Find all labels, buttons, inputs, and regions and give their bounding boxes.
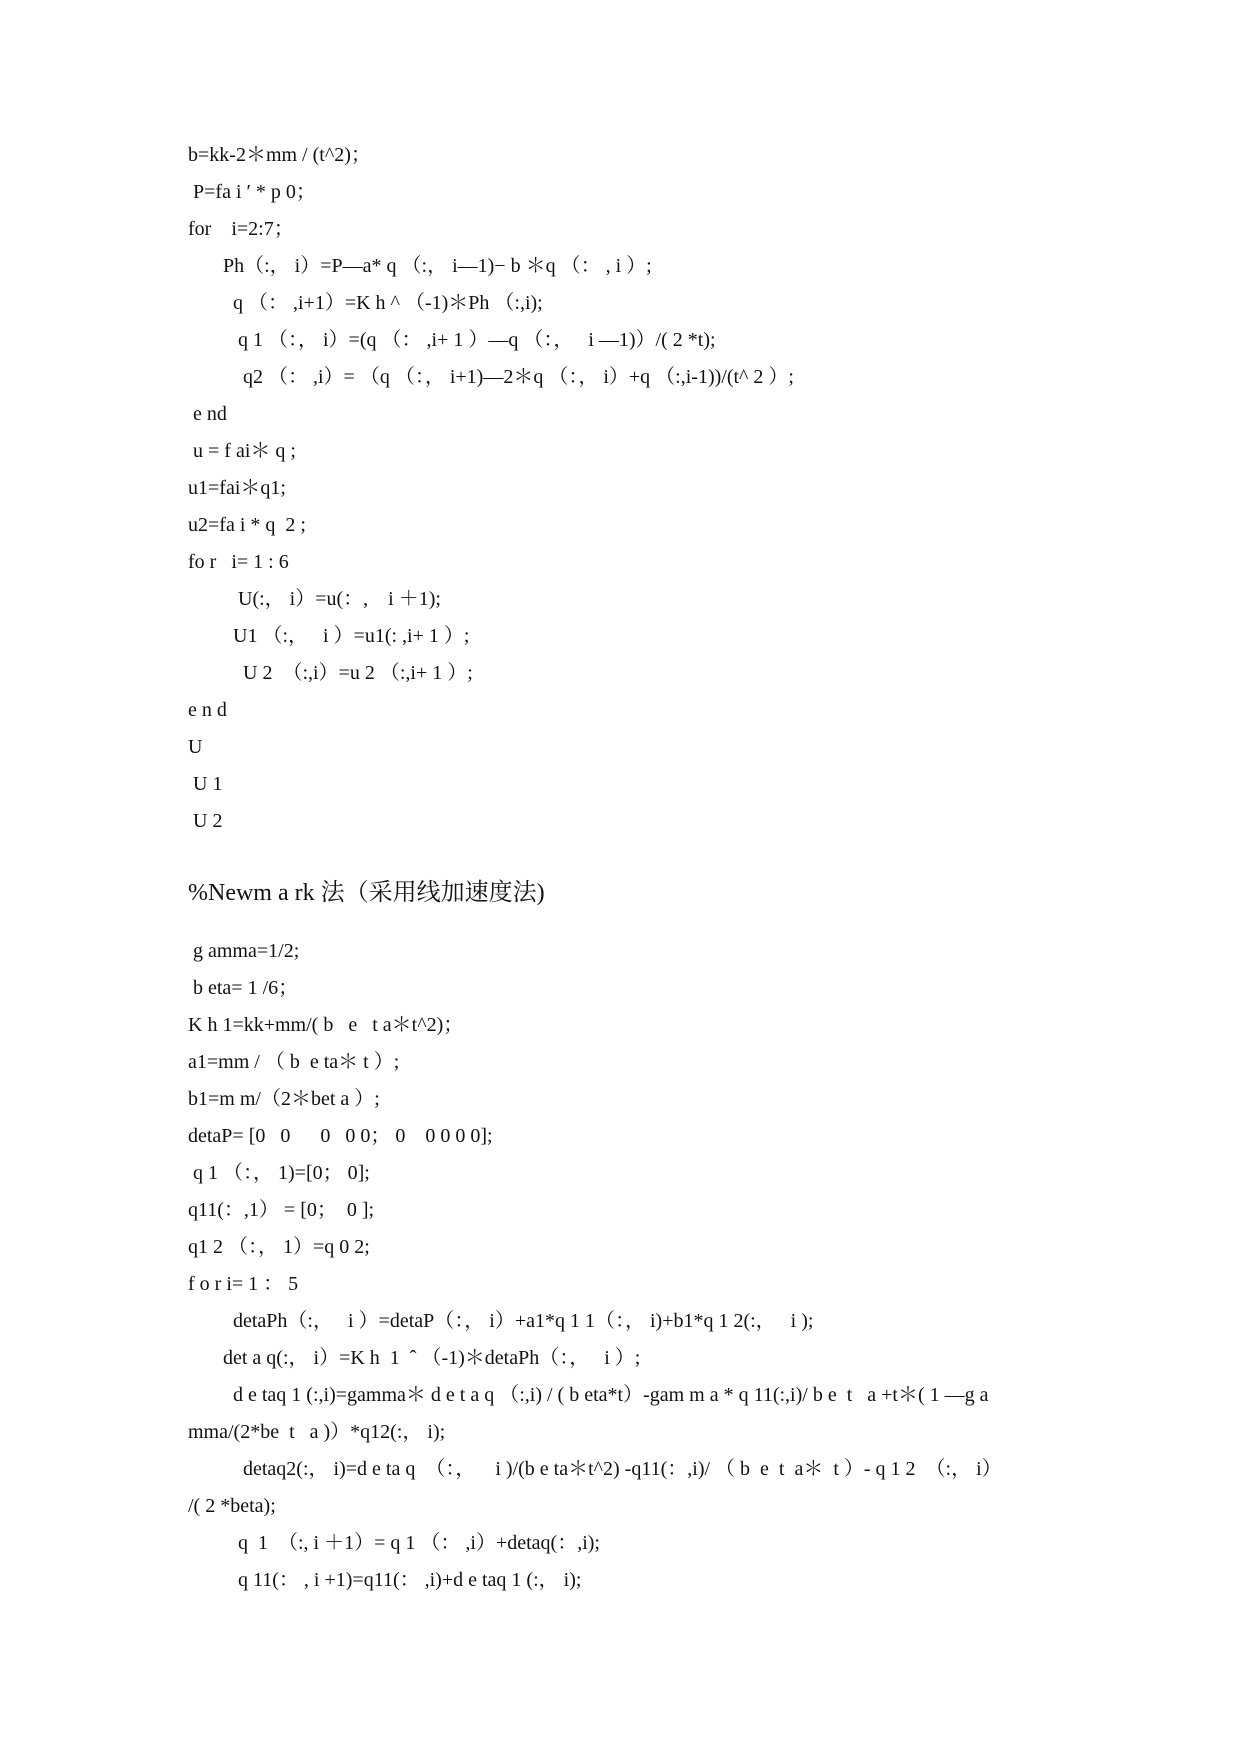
- section-heading: %Newm a rk 法（采用线加速度法): [188, 880, 545, 906]
- code-line-11: u2=fa i * q 2 ;: [188, 514, 306, 536]
- code-line-30: detaPh（:， i ）=detaP（：， i）+a1*q 1 1（：， i)+b1*q 1 2(:， i );: [188, 1310, 814, 1332]
- code-line-8: e nd: [188, 403, 227, 425]
- code-line-2: P=fa i ′ * p 0；: [188, 181, 316, 203]
- code-line-22: K h 1=kk+mm/( b e t a＊t^2)；: [188, 1014, 464, 1036]
- code-line-17: U: [188, 736, 203, 758]
- code-line-18: U 1: [188, 773, 223, 795]
- code-line-36: q 1 （:, i ＋1）= q 1 （： ,i）+detaq(：,i);: [188, 1532, 600, 1554]
- code-line-31: det a q(:， i）=K h 1 ˆ （-1)＊detaPh（：， i ）;: [188, 1347, 641, 1369]
- code-line-23: a1=mm / （ b e ta＊ t ）;: [188, 1051, 400, 1073]
- code-line-9: u = f ai＊ q ;: [188, 440, 296, 462]
- code-line-27: q11(：,1） = [0； 0 ];: [188, 1199, 375, 1221]
- code-line-19: U 2: [188, 810, 223, 832]
- code-line-5: q （： ,i+1）=K h ^ （-1)＊Ph （:,i);: [188, 292, 543, 314]
- code-line-7: q2 （： ,i）= （q （：， i+1)—2＊q （：， i）+q （:,i-1))/(t^ 2 ）;: [188, 366, 794, 388]
- code-line-14: U1 （:， i ）=u1(: ,i+ 1 ）;: [188, 625, 470, 647]
- code-line-28: q1 2 （：， 1）=q 0 2;: [188, 1236, 370, 1258]
- code-line-20: g amma=1/2;: [188, 940, 300, 962]
- code-line-37: q 11(： , i +1)=q11(： ,i)+d e taq 1 (:， i);: [188, 1569, 582, 1591]
- code-line-3: for i=2:7；: [188, 218, 294, 240]
- code-line-12: fo r i= 1 : 6: [188, 551, 289, 573]
- code-line-33: mma/(2*be t a )）*q12(:， i);: [188, 1421, 446, 1443]
- code-line-29: f o r i= 1 ： 5: [188, 1273, 299, 1295]
- code-line-10: u1=fai＊q1;: [188, 477, 286, 499]
- code-line-4: Ph（:， i）=P—a* q （:， i—1)− b ＊q （： , i ）;: [188, 255, 652, 277]
- code-line-25: detaP= [0 0 0 0 0； 0 0 0 0 0];: [188, 1125, 493, 1147]
- code-line-32: d e taq 1 (:,i)=gamma＊ d e t a q （:,i) / ( b eta*t）-gam m a * q 11(:,i)/ b e t a +t＊( 1 —g a: [188, 1384, 989, 1406]
- code-line-34: detaq2(:， i)=d e ta q （：， i )/(b e ta＊t^2) -q11(：,i)/ （ b e t a＊ t ）- q 1 2 （:， i）: [188, 1458, 1002, 1480]
- code-line-13: U(:， i）=u(：, i ＋1);: [188, 588, 441, 610]
- code-line-6: q 1 （：， i）=(q （： ,i+ 1 ）—q （：， i —1)）/( 2 *t);: [188, 329, 716, 351]
- code-line-1: b=kk-2＊mm / (t^2)；: [188, 144, 371, 166]
- code-line-35: /( 2 *beta);: [188, 1495, 276, 1517]
- code-line-24: b1=m m/（2＊bet a ）;: [188, 1088, 380, 1110]
- code-line-21: b eta= 1 /6；: [188, 977, 299, 999]
- code-line-15: U 2 （:,i）=u 2 （:,i+ 1 ）;: [188, 662, 473, 684]
- code-line-16: e n d: [188, 699, 227, 721]
- code-line-26: q 1 （：， 1)=[0； 0];: [188, 1162, 370, 1184]
